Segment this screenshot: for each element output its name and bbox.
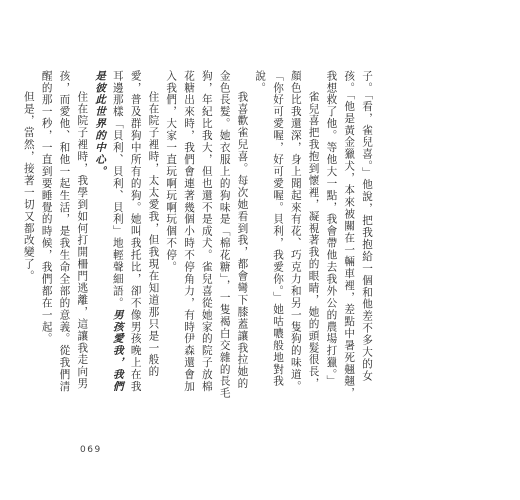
paragraph-2: 雀兒喜把我抱到懷裡，凝視著我的眼睛，她的頭髮很長，顏色比我還深，身上聞起來有花、巧克力和另一隻狗的味道。「你好可愛喔，好可愛喔。貝利，我愛你。」她咕噥般地對我說。 — [254, 70, 320, 393]
paragraph-5: 住在院子裡時，我學到如何打開柵門逃離，這讓我走向男孩，而愛他、和他一起生活，是我生命全部的意義。從我們清醒的那一秒，一直到要睡覺的時候，我們都在一起。 — [40, 70, 89, 393]
paragraph-1: 子。「看，雀兒喜。」他說，把我抱給一個和他差不多大的女孩。「他是黃金獵犬，本來被關在一輛車裡，差點中暑死翹翹，我想救了他。等他大一點，我會帶他去我外公的農場打獵。」 — [325, 70, 373, 400]
body-text — [19, 70, 375, 400]
paragraph-6: 但是，當然，接著一切又都改變了。 — [22, 91, 35, 283]
paragraph-3: 我喜歡雀兒喜。每次她看到我，都會彎下膝蓋讓我拉她的金色長髮。她衣服上的狗味是「棉花糖」，一隻褐白交雜的長毛狗，年紀比我大，但也還不是成犬。雀兒喜從她家的院子放棉花糖出來時，我們會連著幾個小時不停角力，有時伊森還會加入我們，大家一直玩啊玩啊玩個不停。 — [165, 70, 249, 400]
paragraph-4-text: 住在院子裡時，太太愛我，但我現在知道那只是一般的愛，普及群狗中所有的狗。她叫我托比，卻不像男孩晚上在我耳邊那樣「貝利、貝利、貝利」地輕聲細語。 — [111, 70, 160, 393]
page-number: 069 — [80, 445, 102, 455]
paragraph-4-emphasis: 男孩愛我，我們是彼此世界的中心。 — [94, 70, 124, 393]
paragraph-4 — [90, 70, 161, 400]
